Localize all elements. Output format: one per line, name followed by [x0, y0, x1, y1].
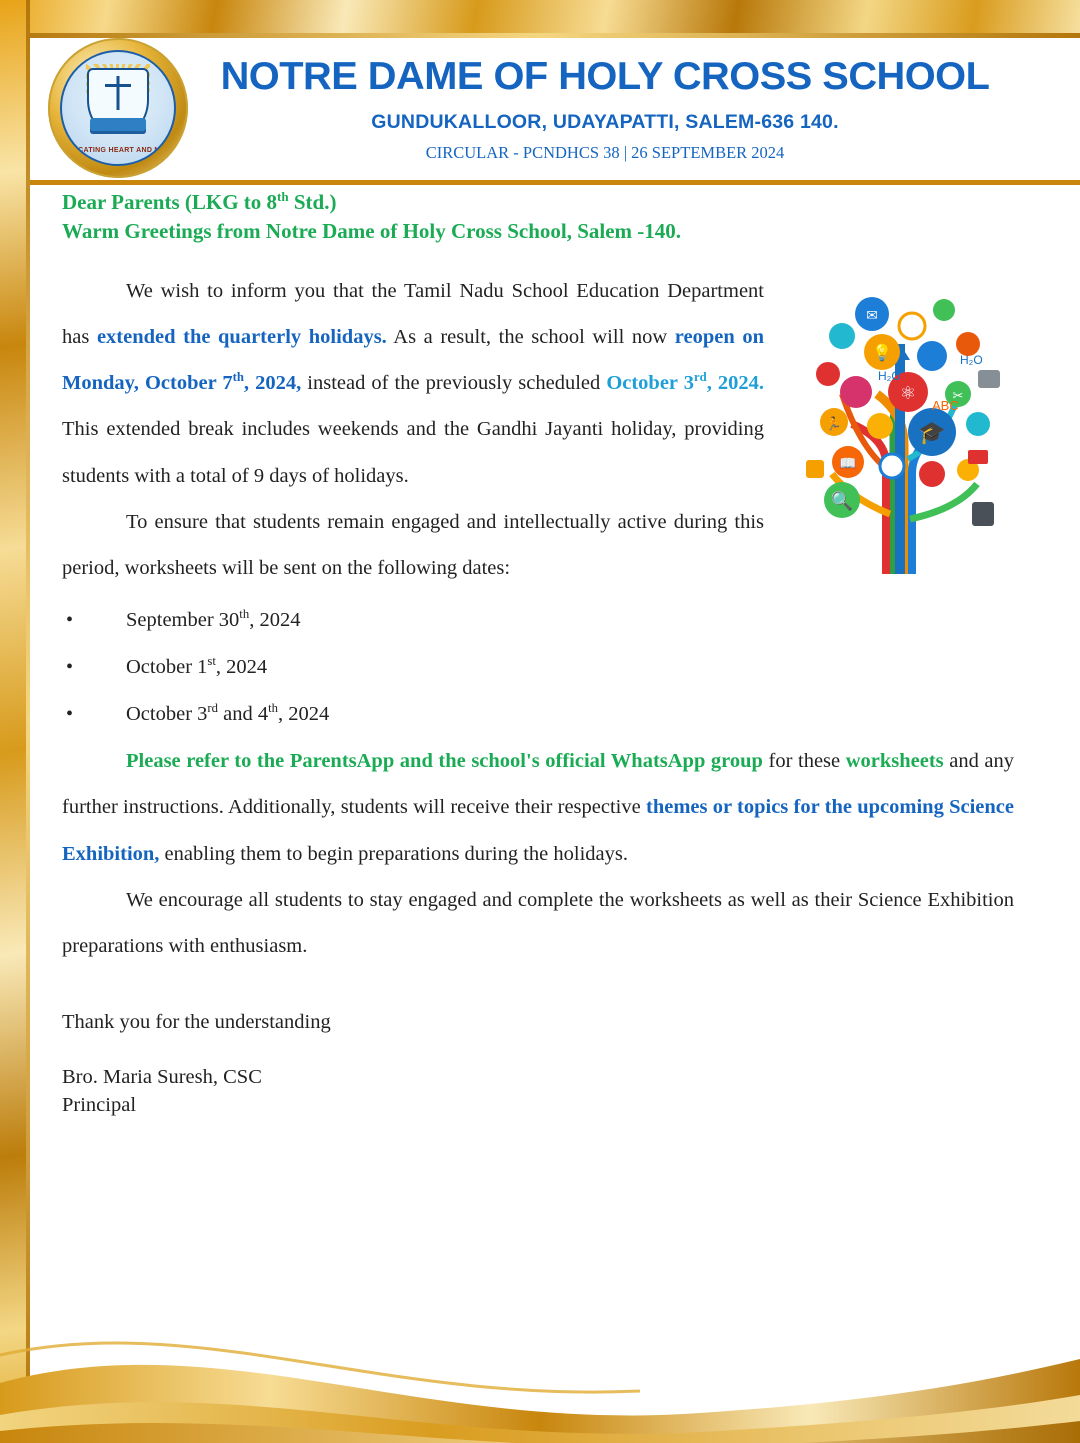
p1-s2: As a result, the school will now: [386, 326, 675, 349]
signatory-name: Bro. Maria Suresh, CSC: [62, 1065, 262, 1088]
svg-text:✉: ✉: [866, 307, 878, 323]
date-2-a: October 1: [126, 656, 208, 679]
p3-bold-science-exhibition: themes or topics for the upcoming Science Exhibition,: [62, 796, 1014, 865]
worksheet-dates-list: [62, 597, 1014, 738]
signatory-title: Principal: [62, 1093, 137, 1116]
paragraph-encouragement: We encourage all students to stay engaged and complete the worksheets as well as their Science Exhibition preparations with enthusiasm.: [62, 888, 1014, 957]
paragraph-worksheets-intro: To ensure that students remain engaged and intellectually active during this period, worksheets will be sent on the following dates:: [62, 510, 764, 579]
signature-block: [62, 1064, 1014, 1119]
school-address: GUNDUKALLOOR, UDAYAPATTI, SALEM-636 140.: [371, 110, 839, 133]
p1-bold-reopen: reopen on Monday, October 7: [62, 326, 765, 395]
svg-text:🎓: 🎓: [918, 420, 946, 445]
svg-text:🔍: 🔍: [830, 491, 854, 511]
list-item: [62, 644, 1014, 691]
svg-text:⚛: ⚛: [899, 383, 917, 403]
p1-reopen-tail: , 2024,: [243, 372, 302, 395]
date-1-b: , 2024: [249, 608, 301, 631]
svg-text:💡: 💡: [872, 345, 892, 362]
date-3-sup: rd: [207, 701, 218, 716]
svg-text:🏃: 🏃: [825, 416, 843, 431]
letterhead-header: [30, 38, 1080, 185]
date-3-a: October 3: [126, 703, 208, 726]
p3-green-worksheets: worksheets: [845, 750, 944, 773]
p3-s3: enabling them to begin preparations during the holidays.: [159, 842, 628, 865]
p1-s4: This extended break includes weekends and the Gandhi Jayanti holiday, providing students with a total of 9 days of holidays.: [62, 418, 764, 487]
date-3-sup2: th: [268, 701, 278, 716]
p1-reopen-ordinal: th: [232, 370, 244, 385]
circular-reference: CIRCULAR - PCNDHCS 38 | 26 SEPTEMBER 2024: [425, 142, 785, 162]
date-1-sup: th: [239, 607, 250, 622]
svg-text:H₂O: H₂O: [960, 353, 983, 367]
closing-thanks: Thank you for the understanding: [62, 1010, 331, 1033]
svg-text:H₂O: H₂O: [878, 369, 901, 383]
p1-s3: instead of the previously scheduled: [301, 372, 607, 395]
svg-text:📖: 📖: [839, 455, 857, 471]
p1-oct3-ordinal: rd: [693, 370, 707, 385]
left-gold-border: [0, 0, 30, 1443]
p3-s2: and any further instructions. Additionally, students will receive their respective: [62, 750, 1014, 819]
p1-bold-oct3: October 3: [606, 372, 694, 395]
top-gold-border: [0, 0, 1080, 38]
p1-oct3-tail: , 2024.: [706, 372, 765, 395]
paragraph-parentsapp-instructions: [62, 738, 1014, 876]
salutation-text-b: Std.): [288, 190, 337, 214]
salutation-line-2: Warm Greetings from Notre Dame of Holy Cross School, Salem -140.: [62, 219, 682, 243]
date-1-a: September 30: [126, 608, 240, 631]
p3-green-parentsapp: Please refer to the ParentsApp and the school's official WhatsApp group: [126, 750, 763, 773]
crest-motto-text: EDUCATING HEART AND MIND: [62, 147, 174, 154]
p1-bold-extended: extended the quarterly holidays.: [96, 326, 387, 349]
p3-s1: for these: [762, 750, 846, 773]
bottom-gold-decoration: [0, 1263, 1080, 1443]
date-2-sup: st: [207, 654, 216, 669]
list-item: [62, 691, 1014, 738]
p1-s1: We wish to inform you that the Tamil Nadu School Education Department has: [62, 280, 764, 349]
svg-text:✂: ✂: [952, 388, 964, 403]
date-2-b: , 2024: [215, 656, 268, 679]
svg-text:ABC: ABC: [932, 398, 959, 413]
salutation-ordinal: th: [277, 189, 289, 204]
school-name: NOTRE DAME OF HOLY CROSS SCHOOL: [220, 55, 990, 98]
list-item: [62, 597, 1014, 644]
date-3-c: , 2024: [278, 703, 330, 726]
education-tree-illustration: [782, 274, 1014, 574]
salutation-text-a: Dear Parents (LKG to 8: [62, 190, 278, 214]
circular-body: [62, 190, 1014, 1119]
date-3-b: and 4: [218, 703, 269, 726]
salutation-line-1: [62, 190, 1014, 213]
